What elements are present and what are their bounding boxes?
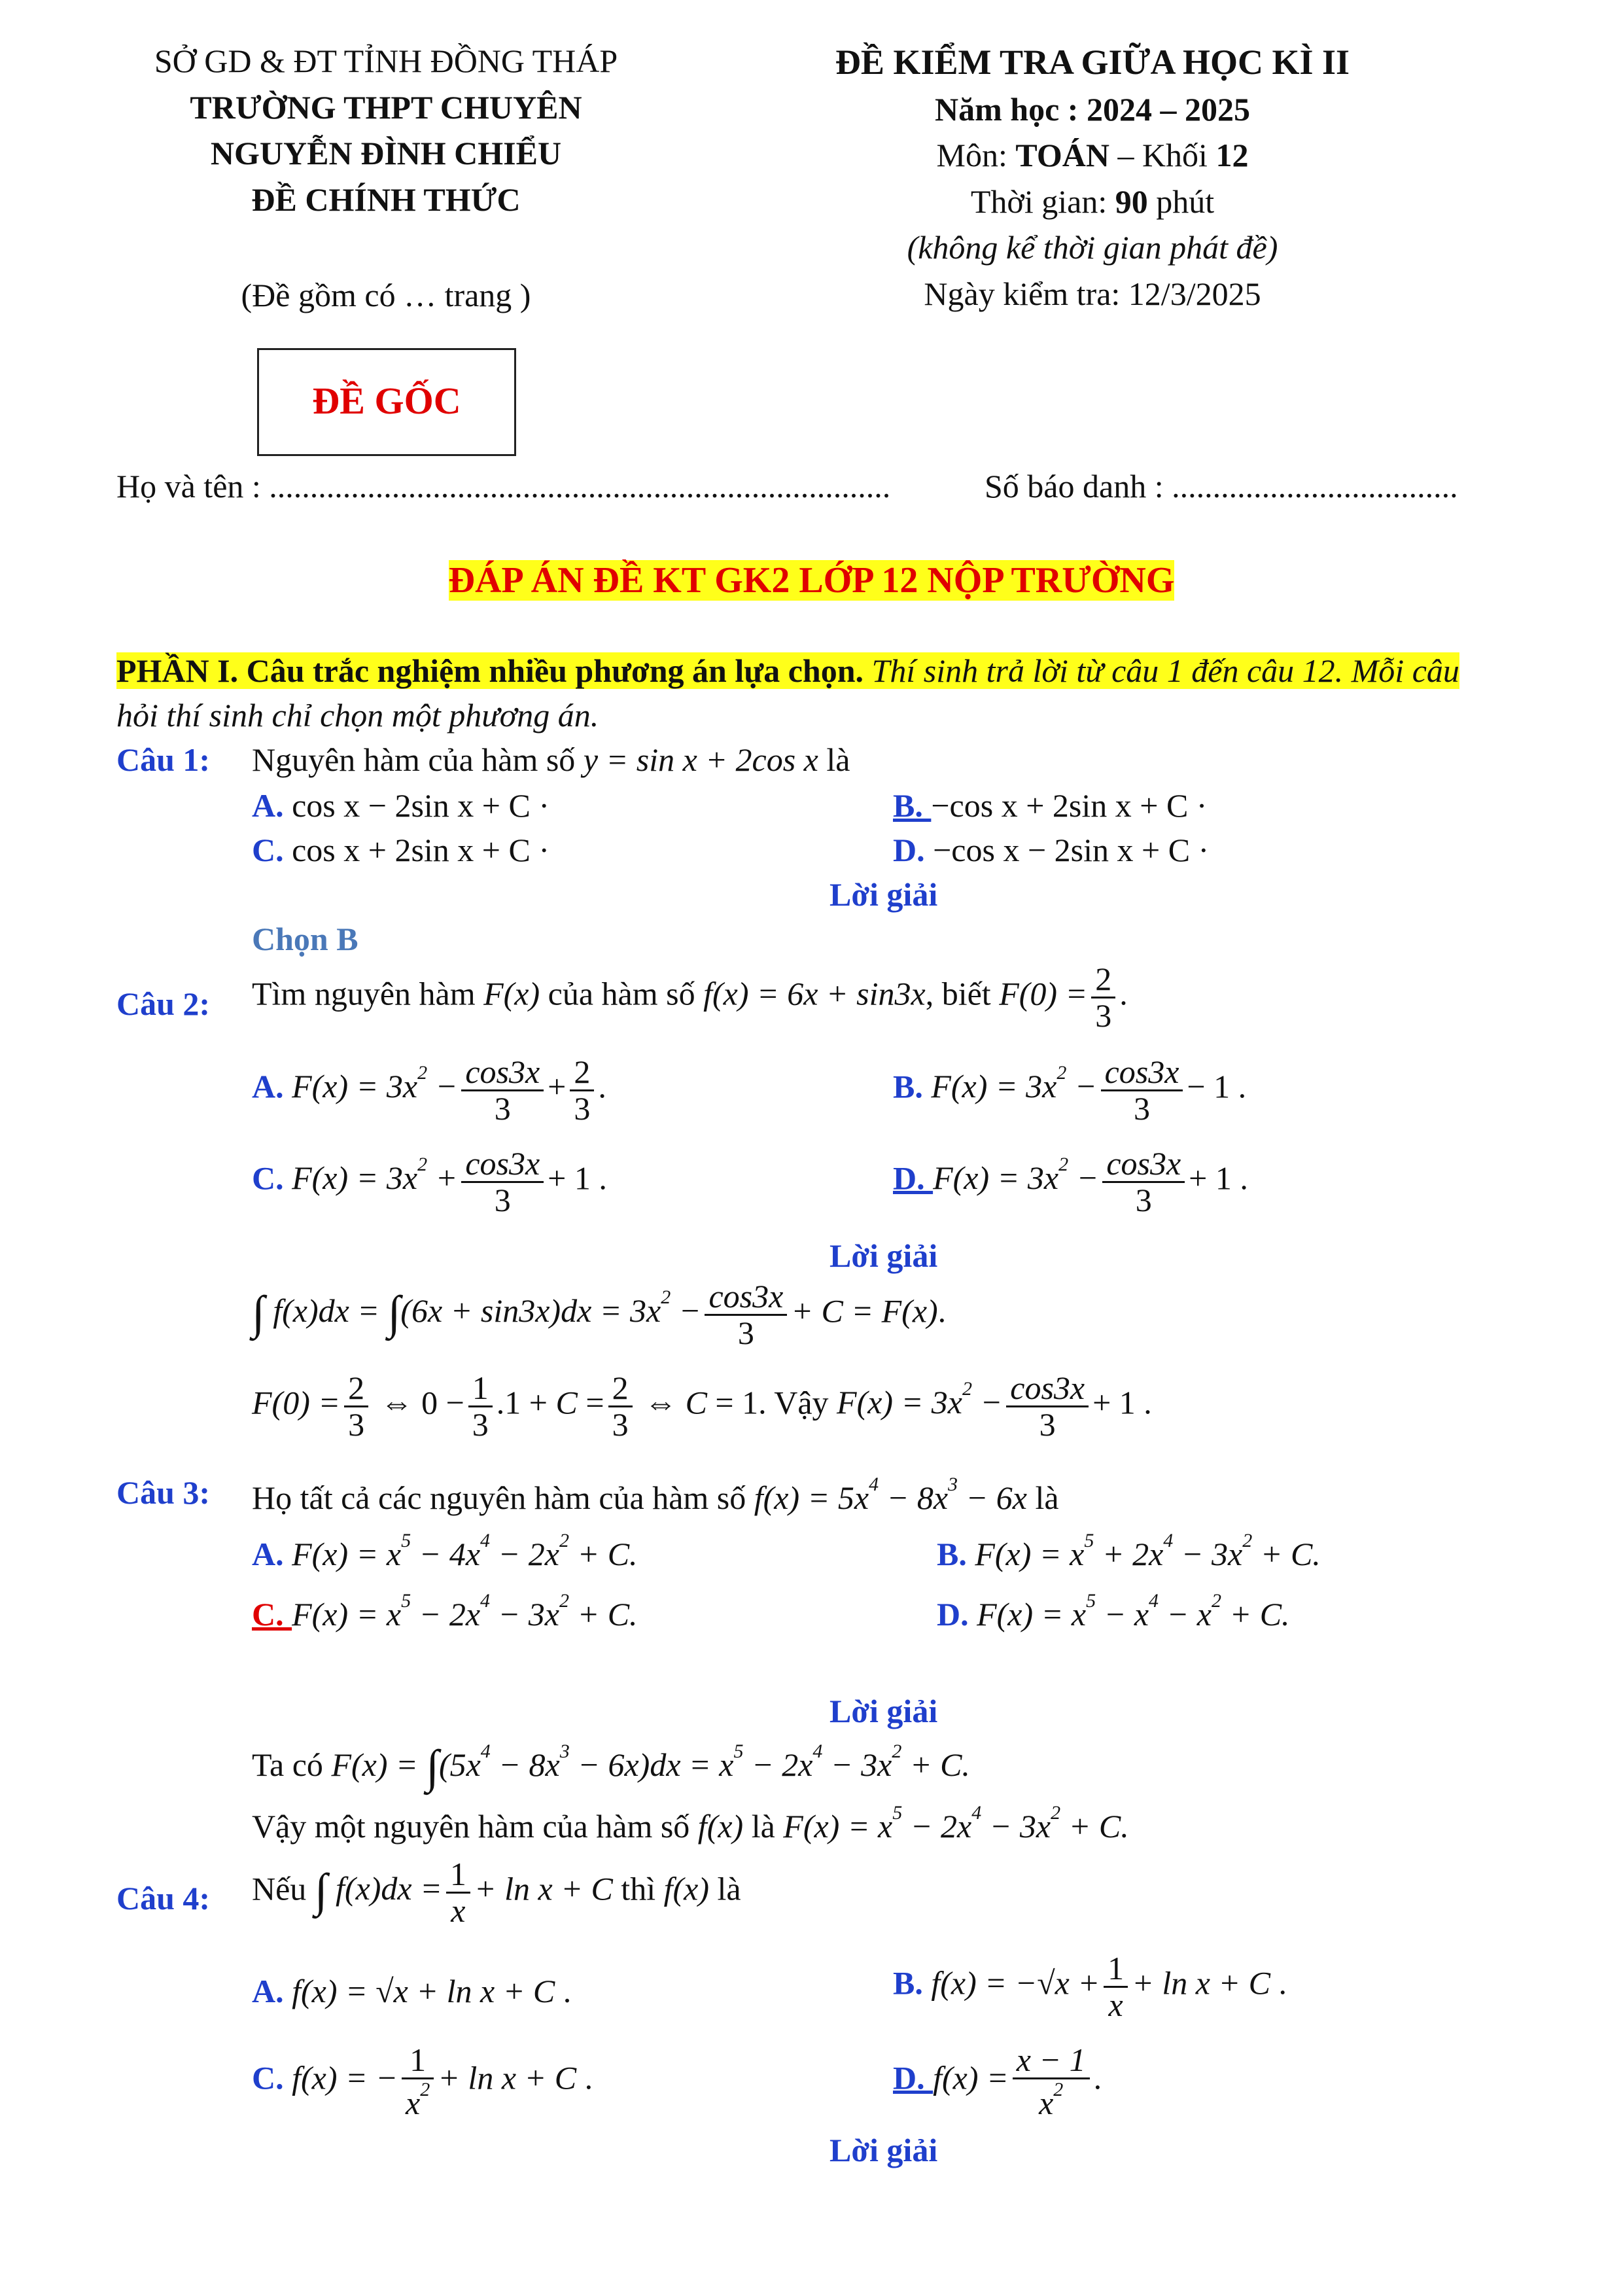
q4-option-c: C. f(x) = − $\frac{1}{x^2}$ + ln x + C .	[252, 2041, 593, 2121]
q1-label: Câu 1:	[116, 741, 211, 778]
q4-label: Câu 4:	[116, 1880, 211, 1916]
stamp-box	[257, 348, 516, 456]
q4-option-d: D. f(x) = $\frac{x - 1}{x^2}$ .	[893, 2041, 1102, 2121]
q1-option-c: C. cos x + 2sin x + C ·	[252, 832, 550, 868]
q2-solution-2: F(0) = $\frac{2}{3}$ ⇔ 0 − $\frac{1}{3}$ .1 + C = $\frac{2}{3}$ ⇔ C = 1. Vậy $F(x) = 3x^2$ − $\frac{\cos 3x}{3}$ + 1 .	[252, 1369, 1152, 1443]
answer-title: ĐÁP ÁN ĐỀ KT GK2 LỚP 12 NỘP TRƯỜNG	[448, 560, 1175, 601]
header-right	[772, 41, 1413, 314]
q2-solution-label: Lời giải	[829, 1237, 938, 1274]
part1-instruction: Thí sinh trả lời từ câu 1 đến câu 12. Mỗi câu	[864, 652, 1459, 689]
official-label: ĐỀ CHÍNH THỨC	[251, 181, 521, 218]
q3-option-b: B. $F(x) = x^5 + 2x^4 - 3x^2 + C$.	[937, 1530, 1321, 1572]
q3-label: Câu 3:	[116, 1474, 211, 1511]
q3-option-c: C. $F(x) = x^5 - 2x^4 - 3x^2 + C$.	[252, 1590, 638, 1633]
part1-line2: hỏi thí sinh chỉ chọn một phương án.	[116, 697, 599, 733]
candidate-id-line: Số báo danh : ...................................	[985, 468, 1458, 504]
q3-solution-label: Lời giải	[829, 1693, 938, 1729]
department: SỞ GD & ĐT TỈNH ĐỒNG THÁP	[154, 43, 618, 79]
part1-heading: PHẦN I. Câu trắc nghiệm nhiều phương án lựa chọn.	[116, 652, 864, 689]
page-count: (Đề gồm có … trang )	[241, 277, 531, 313]
q2-option-d: D. $F(x) = 3x^2$ − $\frac{\cos 3x}{3}$ + 1 .	[893, 1145, 1248, 1218]
q2-option-c: C. $F(x) = 3x^2$ + $\frac{\cos 3x}{3}$ + 1 .	[252, 1145, 607, 1218]
q2-stem: Tìm nguyên hàm F(x) của hàm số f(x) = 6x + sin3x, biết F(0) = $\frac{2}{3}$ .	[252, 961, 1128, 1034]
stamp-text: ĐỀ GỐC	[312, 380, 461, 422]
q1-option-a: A. cos x − 2sin x + C ·	[252, 787, 550, 824]
q2-label: Câu 2:	[116, 985, 211, 1022]
q3-option-d: D. $F(x) = x^5 - x^4 - x^2 + C$.	[937, 1590, 1290, 1633]
q1-option-b: B. −cos x + 2sin x + C ·	[893, 787, 1208, 824]
exam-date: Ngày kiểm tra: 12/3/2025	[924, 275, 1261, 312]
q2-option-b: B. $F(x) = 3x^2$ − $\frac{\cos 3x}{3}$ − 1 .	[893, 1053, 1247, 1127]
school-name-2: NGUYỄN ĐÌNH CHIỂU	[210, 135, 562, 171]
q4-solution-label: Lời giải	[829, 2132, 938, 2168]
q2-option-a: A. $F(x) = 3x^2$ − $\frac{\cos 3x}{3}$ + $\frac{2}{3}$ .	[252, 1053, 606, 1127]
part1-line1	[116, 650, 1516, 692]
time-note: (không kể thời gian phát đề)	[907, 229, 1278, 266]
q3-solution-1: Ta có $F(x) = \int(5x^4 - 8x^3 - 6x)dx = x^5 - 2x^4 - 3x^2 + C$.	[252, 1740, 970, 1793]
q4-stem: Nếu ∫ f(x)dx = $\frac{1}{x}$ + ln x + C thì f(x) là	[252, 1856, 741, 1929]
time-line: Thời gian: 90 phút	[970, 183, 1215, 220]
subject-line: Môn: TOÁN – Khối 12	[936, 137, 1249, 173]
school-year: Năm học : 2024 – 2025	[935, 90, 1250, 128]
school-name-1: TRƯỜNG THPT CHUYÊN	[190, 88, 582, 126]
q1-choice: Chọn B	[252, 921, 358, 957]
exam-title: ĐỀ KIỂM TRA GIỮA HỌC KÌ II	[835, 43, 1350, 82]
q1-option-d: D. −cos x − 2sin x + C ·	[893, 832, 1210, 868]
name-line: Họ và tên : ............................................................................	[116, 468, 891, 504]
header-left	[98, 41, 674, 316]
q1-solution-label: Lời giải	[829, 876, 938, 913]
q3-stem: Họ tất cả các nguyên hàm của hàm số $f(x) = 5x^4 - 8x^3 - 6x$ là	[252, 1474, 1059, 1516]
q4-option-a: A. f(x) = √x + ln x + C .	[252, 1973, 572, 2009]
q3-solution-2: Vậy một nguyên hàm của hàm số f(x) là $F(x) = x^5 - 2x^4 - 3x^2 + C$.	[252, 1802, 1129, 1845]
q1-stem: Nguyên hàm của hàm số y = sin x + 2cos x là	[252, 741, 850, 778]
q2-solution-1: ∫ $f(x)dx = \int(6x + \sin 3x)dx = 3x^2$ − $\frac{\cos 3x}{3}$ + C = F(x).	[252, 1278, 947, 1351]
q3-option-a: A. $F(x) = x^5 - 4x^4 - 2x^2 + C$.	[252, 1530, 638, 1572]
q4-option-b: B. f(x) = −√x + $\frac{1}{x}$ + ln x + C .	[893, 1950, 1287, 2023]
